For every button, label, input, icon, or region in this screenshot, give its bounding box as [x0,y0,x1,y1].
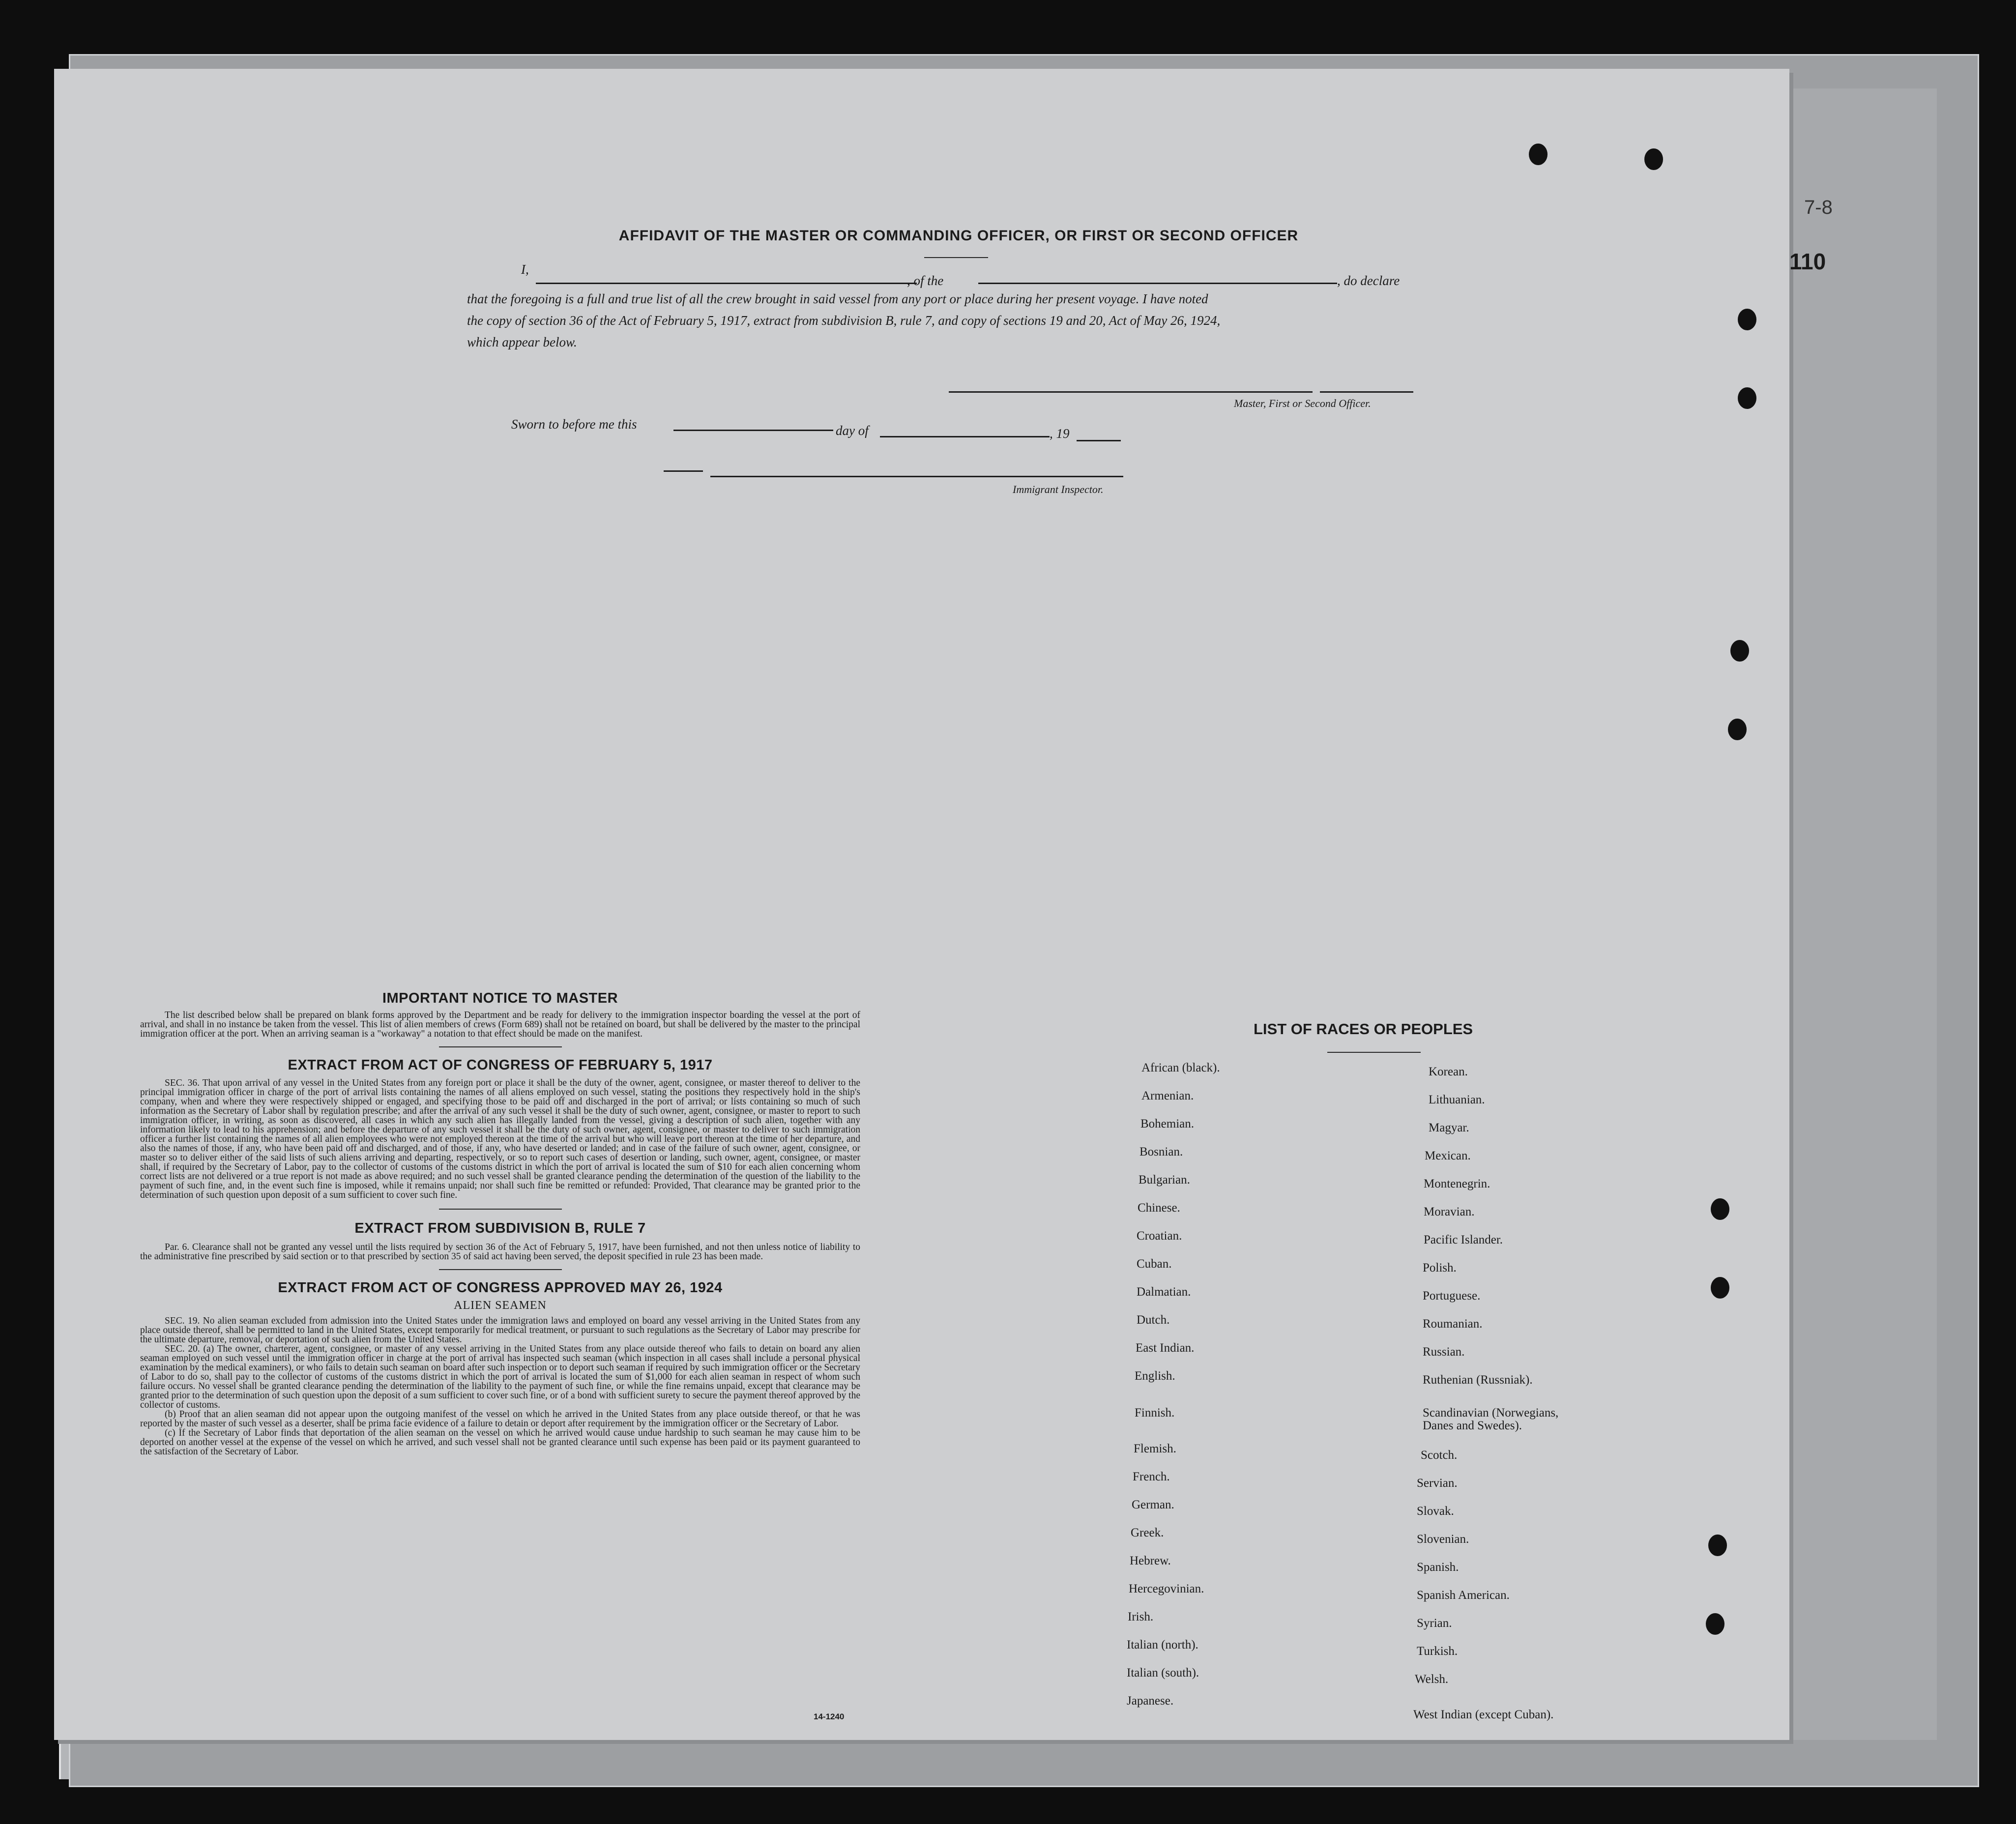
affidavit-i-label: I, [521,262,529,277]
binder-hole [1706,1613,1724,1635]
master-caption: Master, First or Second Officer. [1234,397,1371,409]
race-item: Syrian. [1417,1617,1452,1630]
inspector-signature-line-b [710,476,1123,477]
name-blank-line [536,283,917,284]
race-item: Hercegovinian. [1129,1582,1204,1595]
handwritten-note: 7-8 [1804,197,1833,218]
race-item: Dalmatian. [1137,1285,1191,1299]
race-item: Italian (north). [1127,1638,1198,1651]
month-line [880,436,1050,437]
binder-hole [1738,387,1756,409]
race-item: Polish. [1423,1261,1457,1274]
page-number-mark: 110 [1789,249,1826,274]
binder-hole [1730,640,1749,662]
inspector-signature-line [664,470,703,472]
affidavit-do-declare: , do declare [1337,273,1400,288]
year-line [1077,440,1121,441]
race-item: Servian. [1417,1477,1458,1490]
race-item: Greek. [1131,1526,1164,1539]
binder-hole [1738,309,1756,330]
binder-hole [1529,144,1548,165]
race-item: Italian (south). [1127,1666,1199,1679]
extract-1924-sec20c: (c) If the Secretary of Labor finds that deportation of the alien seaman on the vessel on which he arrived would cause undue hardship to such seaman he may cause him to be deported on another vessel at the expense of the vessel on which he arrived, and such vessel shall not be granted clearance until such expense has been paid or its payment guaranteed to the satisfaction of the Secretary of Labor. [140,1428,860,1457]
race-item: English. [1135,1369,1175,1383]
section-divider [439,1209,562,1210]
binder-hole [1728,719,1747,740]
race-item: Scotch. [1421,1448,1458,1462]
binder-hole [1711,1198,1729,1220]
race-item: Magyar. [1429,1121,1469,1134]
race-item: Slovenian. [1417,1533,1469,1546]
binder-hole [1708,1534,1727,1556]
title-underline [924,257,988,258]
race-item: Pacific Islander. [1424,1233,1503,1246]
extract-1917-title: EXTRACT FROM ACT OF CONGRESS OF FEBRUARY 5, 1917 [288,1057,713,1073]
extract-1924-sec19: SEC. 19. No alien seaman excluded from admission into the United States under the immigration laws and employed on board any vessel arriving in the United States from any place outside thereof, shall be permitted to land in the United States, except temporarily for medical treatment, or pursuant to such regulations as the Secretary of Labor may prescribe for the ultimate departure, removal, or deportation of such alien from the United States. [140,1316,860,1345]
day-of-label: day of [836,423,869,438]
race-item: Finnish. [1135,1406,1175,1419]
race-item: Korean. [1429,1065,1468,1078]
race-item: East Indian. [1136,1341,1195,1355]
race-item: Spanish. [1417,1561,1459,1574]
race-item: Lithuanian. [1429,1093,1485,1106]
race-item: Dutch. [1137,1313,1170,1327]
year-label: , 19 [1050,426,1070,441]
race-item: German. [1132,1498,1174,1511]
races-title: LIST OF RACES OR PEOPLES [1254,1020,1473,1038]
notice-title: IMPORTANT NOTICE TO MASTER [382,990,618,1006]
inspector-caption: Immigrant Inspector. [1013,483,1104,495]
affidavit-body-line3: which appear below. [467,335,577,349]
section-divider [439,1046,562,1047]
race-item: French. [1133,1470,1170,1483]
affidavit-body-line2: the copy of section 36 of the Act of February 5, 1917, extract from subdivision B, rule 7, and copy of sections 19 and 20, Act of May 26, 1924, [467,313,1221,328]
race-item: Moravian. [1424,1205,1475,1218]
affidavit-of-the: , of the [907,273,944,288]
race-item: Hebrew. [1130,1554,1171,1567]
race-item: Portuguese. [1423,1289,1481,1303]
race-item: Irish. [1128,1610,1154,1623]
race-item: Cuban. [1137,1257,1172,1271]
race-item: Turkish. [1417,1645,1458,1658]
race-item: West Indian (except Cuban). [1413,1708,1554,1721]
race-item: Japanese. [1127,1694,1174,1708]
race-item: Ruthenian (Russniak). [1423,1373,1533,1387]
race-item: Chinese. [1138,1201,1180,1215]
races-title-underline [1327,1052,1421,1053]
notice-column [140,990,860,1456]
race-item: Bohemian. [1140,1117,1195,1130]
extract-1924-title: EXTRACT FROM ACT OF CONGRESS APPROVED MAY 26, 1924 [278,1280,723,1296]
race-item: Spanish American. [1417,1589,1510,1602]
extract-rule7-text: Par. 6. Clearance shall not be granted any vessel until the lists required by section 36 of the Act of February 5, 1917, have been furnished, and not then unless notice of liability to the administrative fine prescribed by said section or to that prescribed by section 35 of said act having been served, the deposit specified in rule 23 has been made. [140,1242,860,1262]
sheet-edge [1789,88,1937,1740]
sworn-label: Sworn to before me this [511,417,637,432]
extract-1924-sec20a: SEC. 20. (a) The owner, charterer, agent, consignee, or master of any vessel arriving in the United States from any place outside thereof who fails to detain on board any alien seaman employed on such vessel until the immigration officer in charge at the port of arrival has inspected such seaman (which inspection in all cases shall include a personal physical examination by the medical examiners), or who fails to detain such seaman on board after such inspection or to deport such seaman if required by such immigration officer or the Secretary of Labor to do so, shall pay to the collector of customs of the customs district in which the port of arrival is located the sum of $1,000 for each alien seaman in respect of whom such failure occurs. No vessel shall be granted clearance pending the determination of the liability to the payment of such fine, or while the fine remains unpaid, except that clearance may be granted prior to the determination of such question upon the deposit of a sum sufficient to cover such fine, or of a bond with sufficient surety to secure the payment thereof approved by the collector of customs. [140,1344,860,1410]
race-item: Russian. [1423,1345,1465,1359]
extract-1924-subtitle: ALIEN SEAMEN [454,1299,547,1312]
affidavit-title: AFFIDAVIT OF THE MASTER OR COMMANDING OFFICER, OR FIRST OR SECOND OFFICER [618,228,1299,244]
race-item: Flemish. [1134,1442,1176,1455]
notice-text: The list described below shall be prepared on blank forms approved by the Department and be ready for delivery to the immigration inspector boarding the vessel at the port of arrival, and shall in no instance be taken from the vessel. This list of alien members of crews (Form 689) shall not be retained on board, but shall be delivered by the master to the principal immigration officer at the port. When an arriving seaman is a "workaway" a notation to that effect should be made on the manifest. [140,1010,860,1039]
binder-hole [1711,1277,1729,1299]
extract-rule7-title: EXTRACT FROM SUBDIVISION B, RULE 7 [354,1220,646,1236]
race-item: Scandinavian (Norwegians, Danes and Swedes). [1423,1406,1559,1432]
race-item: Armenian. [1141,1089,1194,1102]
master-signature-line-b [1320,391,1413,393]
race-item: Welsh. [1415,1673,1449,1686]
race-item: Bulgarian. [1139,1173,1190,1187]
race-item: Roumanian. [1423,1317,1483,1331]
race-item: Croatian. [1137,1229,1182,1243]
sworn-day-line [673,430,833,431]
binder-hole [1644,148,1663,170]
extract-1917-text: SEC. 36. That upon arrival of any vessel in the United States from any foreign port or place it shall be the duty of the owner, agent, consignee, or master thereof to deliver to the principal immigration officer in charge of the port of arrival lists containing the names of all aliens employed on such vessel, stating the positions they respectively hold in the ship's company, when and where they were respectively shipped or engaged, and specifying those to be paid off and discharged in the port of arrival; or lists containing so much of such information as the Secretary of Labor shall by regulation prescribe; and after the arrival of any such vessel it shall be the duty of such owner, agent, consignee, or master to report to such immigration officer, in writing, as soon as discovered, all cases in which any such alien has illegally landed from the vessel, giving a description of such alien, together with any information likely to lead to his apprehension; and before the departure of any such vessel it shall be the duty of such owner, agent, consignee, or master to deliver to such immigration officer a further list containing the names of all alien employees who were not employed thereon at the time of the arrival but who will leave port thereon at the time of her departure, and also the names of those, if any, who have been paid off and discharged, and of those, if any, who have deserted or landed; and in case of the failure of such owner, agent, consignee, or master so to deliver either of the said lists of such aliens arriving and departing, respectively, or so to report such cases of desertion or landing, such owner, agent, consignee, or master shall, if required by the Secretary of Labor, pay to the collector of customs of the customs district in which the port of arrival is located the sum of $10 for each alien concerning whom correct lists are not delivered or a true report is not made as above required; and no such vessel shall be granted clearance pending the determination of the question of the liability to the payment of such fine, and, in the event such fine is imposed, while it remains unpaid; nor shall such fine be remitted or refunded: Provided, That clearance may be granted prior to the determination of such question upon deposit of a sum sufficient to cover such fine. [140,1078,860,1200]
extract-1924-sec20b: (b) Proof that an alien seaman did not appear upon the outgoing manifest of the vessel on which he arrived in the United States from any place outside thereof, or that he was reported by the master of such vessel as a deserter, shall be prima facie evidence of a failure to detain or deport after requirement by the immigration officer or the Secretary of Labor. [140,1409,860,1429]
vessel-blank-line [978,283,1337,284]
race-item: Mexican. [1425,1149,1471,1162]
race-item: African (black). [1141,1061,1220,1074]
race-item: Bosnian. [1139,1145,1183,1158]
form-number: 14-1240 [814,1712,845,1721]
race-item: Montenegrin. [1424,1177,1490,1190]
master-signature-line [949,391,1313,393]
section-divider [439,1269,562,1270]
affidavit-body-line1: that the foregoing is a full and true list of all the crew brought in said vessel from any port or place during her present voyage. I have noted [467,291,1208,306]
race-item: Slovak. [1417,1505,1454,1518]
